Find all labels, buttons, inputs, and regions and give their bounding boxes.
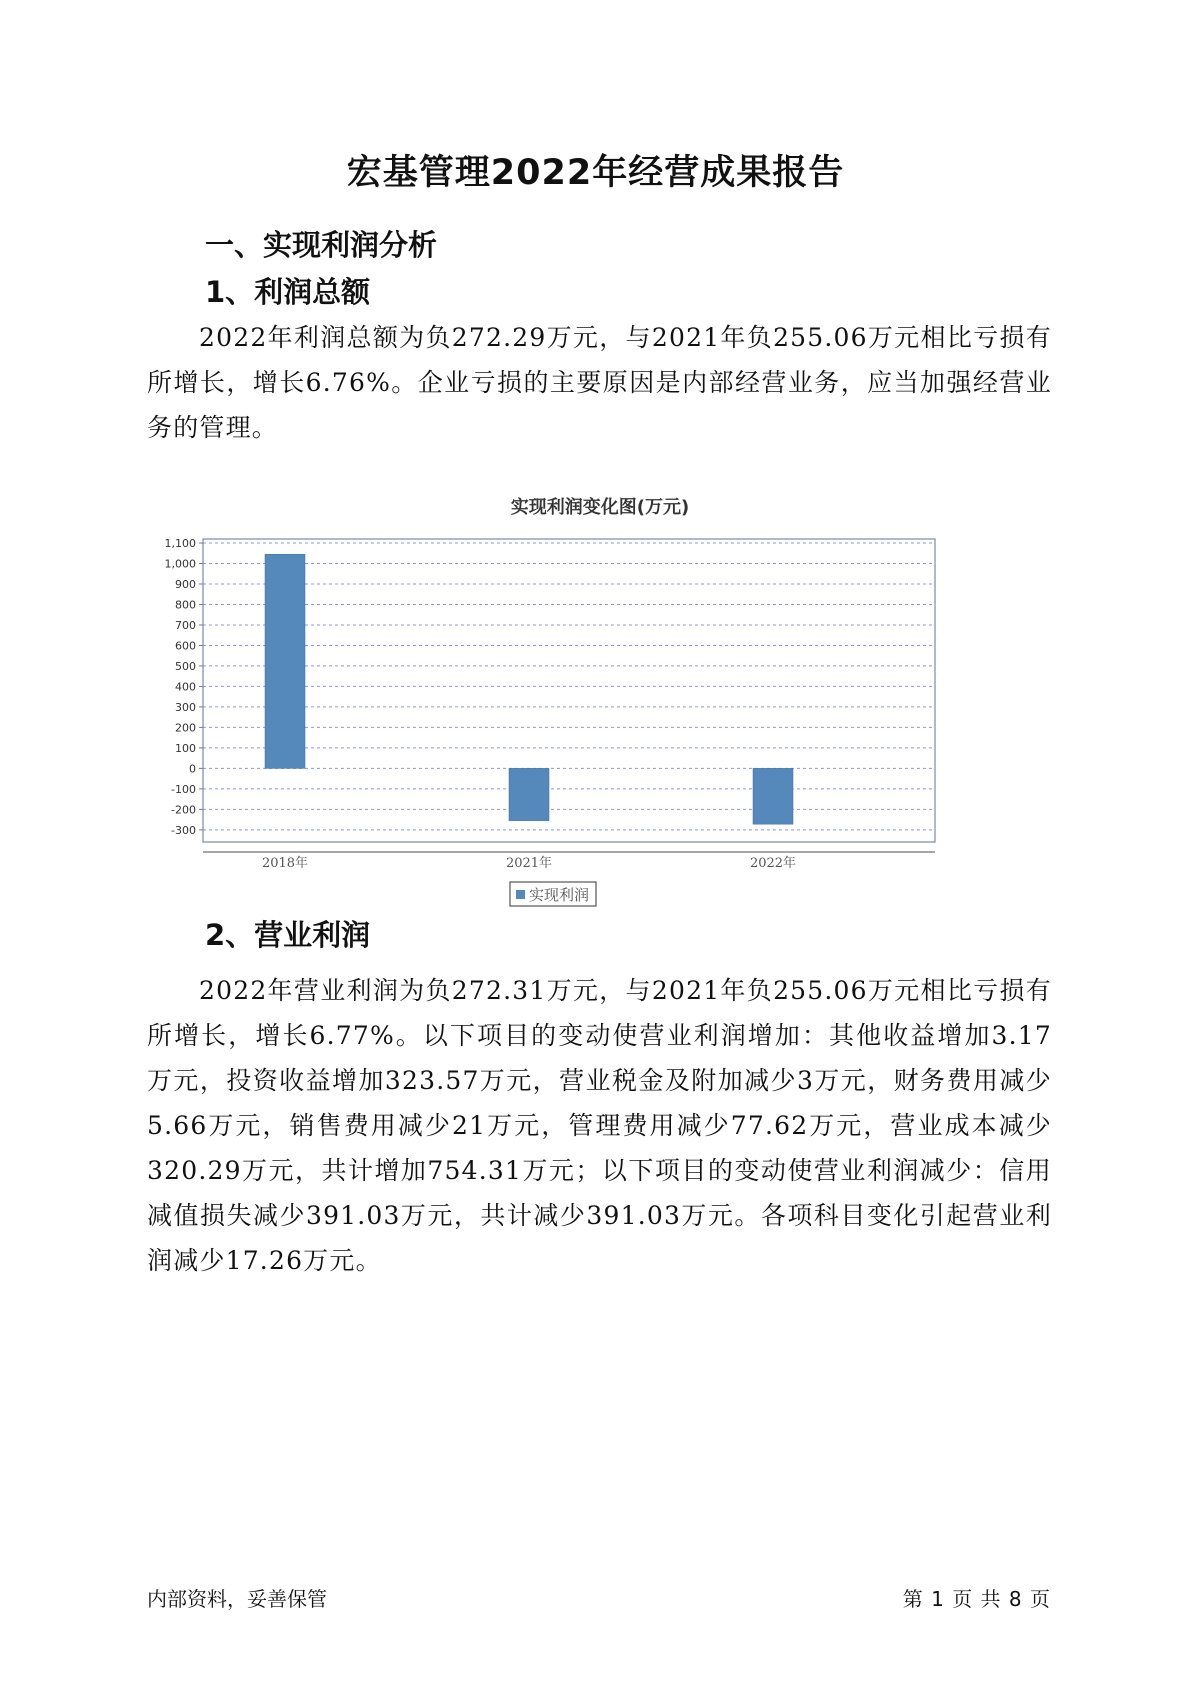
y-tick-label: 700	[175, 618, 196, 632]
y-tick-label: 0	[189, 762, 196, 776]
chart-gridlines	[203, 543, 935, 830]
y-tick-label: 500	[175, 659, 196, 673]
chart-bars	[265, 554, 793, 824]
chart-y-ticks	[165, 537, 204, 837]
section-heading: 一、实现利润分析	[205, 228, 438, 262]
chart-legend	[510, 882, 596, 906]
footer-page-number: 第 1 页 共 8 页	[902, 1587, 1051, 1611]
x-tick-label: 2022年	[749, 856, 797, 871]
legend-label: 实现利润	[529, 886, 590, 904]
bar-2018年	[265, 554, 305, 768]
y-tick-label: 900	[175, 577, 196, 591]
legend-swatch	[516, 890, 525, 899]
footer-confidential-note: 内部资料，妥善保管	[147, 1587, 327, 1611]
paragraph-profit-total: 2022年利润总额为负272.29万元，与2021年负255.06万元相比亏损有所增长，增长6.76%。企业亏损的主要原因是内部经营业务，应当加强经营业务的管理。	[147, 323, 1052, 442]
profit-chart	[160, 495, 1040, 955]
y-tick-label: 100	[175, 741, 196, 755]
x-tick-label: 2021年	[505, 856, 553, 871]
y-tick-label: 1,100	[164, 537, 196, 550]
profit-chart-svg	[160, 495, 1040, 985]
y-tick-label: 300	[175, 700, 196, 714]
chart-x-ticks	[262, 855, 796, 871]
bar-2021年	[509, 768, 549, 820]
y-tick-label: -300	[171, 823, 196, 837]
y-tick-label: 1,000	[164, 557, 196, 571]
chart-title: 实现利润变化图(万元)	[510, 497, 690, 518]
y-tick-label: 800	[175, 598, 196, 612]
y-tick-label: 400	[175, 680, 196, 694]
subsection-heading-operating-profit: 2、营业利润	[205, 918, 371, 952]
y-tick-label: -200	[171, 803, 196, 817]
paragraph-operating-profit: 2022年营业利润为负272.31万元，与2021年负255.06万元相比亏损有所增长，增长6.77%。以下项目的变动使营业利润增加：其他收益增加3.17万元，投资收益增加323.57万元，营业税金及附加减少3万元，财务费用减少5.66万元，销售费用减少21万元，管理费用减少77.62万元，营业成本减少320.29万元，共计增加754.31万元；以下项目的变动使营业利润减少：信用减值损失减少391.03万元，共计减少391.03万元。各项科目变化引起营业利润减少17.26万元。	[147, 976, 1052, 1275]
bar-2022年	[753, 768, 793, 824]
y-tick-label: 200	[175, 721, 196, 735]
document-title: 宏基管理2022年经营成果报告	[346, 153, 845, 193]
subsection-heading-profit-total: 1、利润总额	[205, 275, 371, 309]
y-tick-label: -100	[171, 782, 196, 796]
x-tick-label: 2018年	[261, 856, 309, 871]
y-tick-label: 600	[175, 639, 196, 653]
